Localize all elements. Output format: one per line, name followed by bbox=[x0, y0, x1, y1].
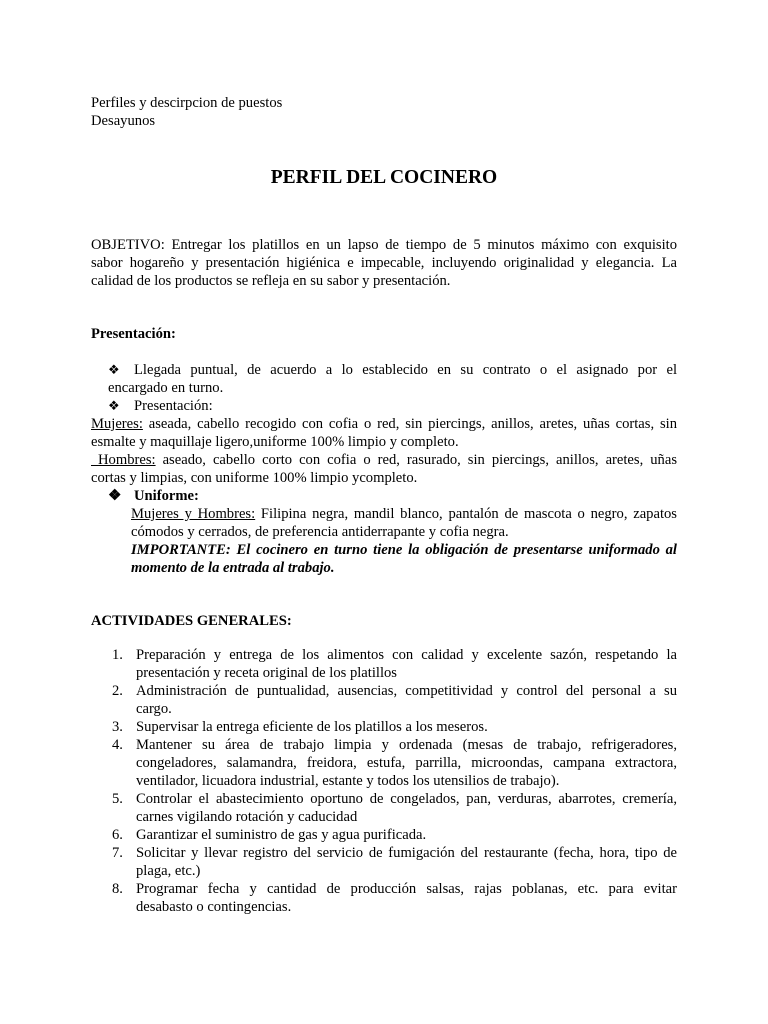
list-item-line: Supervisar la entrega eficiente de los platillos a los meseros. bbox=[136, 719, 488, 735]
header-line-1: Perfiles y descirpcion de puestos bbox=[91, 95, 283, 111]
list-item bbox=[91, 718, 677, 736]
important-line-2: momento de la entrada al trabajo. bbox=[131, 560, 335, 576]
list-item-line: Solicitar y llevar registro del servicio de fumigación del restaurante (fecha, hora, tipo de bbox=[136, 845, 677, 861]
list-item-line: congeladores, salamandra, freidora, estufa, parrilla, microondas, campana extractora, bbox=[136, 755, 677, 771]
uniform-description bbox=[131, 505, 677, 577]
list-item-line: Mantener su área de trabajo limpia y ordenada (mesas de trabajo, refrigeradores, bbox=[136, 737, 677, 753]
men-requirements bbox=[91, 451, 677, 487]
list-item bbox=[91, 646, 677, 682]
list-item-line: carnes vigilando rotación y caducidad bbox=[136, 809, 358, 825]
list-item bbox=[91, 790, 677, 826]
list-item-line: Programar fecha y cantidad de producción salsas, rajas poblanas, etc. para evitar bbox=[136, 881, 677, 897]
list-item bbox=[91, 682, 677, 718]
men-line-2: cortas y limpias, con uniforme 100% limpio ycompleto. bbox=[91, 470, 418, 486]
list-item-number: 2. bbox=[112, 683, 123, 699]
uniform-label: Uniforme: bbox=[134, 488, 199, 504]
header-line-2: Desayunos bbox=[91, 113, 156, 129]
women-label: Mujeres: bbox=[91, 416, 143, 432]
uniform-line-2: cómodos y cerrados, de preferencia antiderrapante y cofia negra. bbox=[131, 524, 509, 540]
list-item-line: Preparación y entrega de los alimentos con calidad y excelente sazón, respetando la bbox=[136, 647, 677, 663]
list-item-number: 6. bbox=[112, 827, 123, 843]
important-line-1: IMPORTANTE: El cocinero en turno tiene la obligación de presentarse uniformado al bbox=[131, 542, 677, 558]
page-title: PERFIL DEL COCINERO bbox=[270, 167, 498, 188]
list-item-line: Controlar el abastecimiento oportuno de congelados, pan, verduras, abarrotes, cremería, bbox=[136, 791, 677, 807]
presentation-item-label: Presentación: bbox=[134, 398, 213, 414]
diamond-bullet-icon: ❖ bbox=[108, 398, 120, 413]
list-item-line: ventilador, licuadora industrial, estante y todos los utensilios de trabajo). bbox=[136, 773, 560, 789]
presentation-heading: Presentación: bbox=[91, 326, 176, 342]
punctuality-line-1: Llegada puntual, de acuerdo a lo establecido en su contrato o el asignado por el bbox=[134, 362, 677, 378]
activities-heading: ACTIVIDADES GENERALES: bbox=[91, 613, 292, 629]
objective-paragraph bbox=[91, 236, 677, 290]
list-item-number: 4. bbox=[112, 737, 123, 753]
women-line-2: esmalte y maquillaje ligero,uniforme 100% limpio y completo. bbox=[91, 434, 459, 450]
objective-line-2: sabor hogareño y presentación higiénica e impecable, incluyendo originalidad y elegancia. La bbox=[91, 255, 677, 271]
women-requirements bbox=[91, 415, 677, 451]
diamond-bullet-icon: ❖ bbox=[108, 362, 120, 377]
list-item bbox=[91, 736, 677, 790]
list-item-number: 5. bbox=[112, 791, 123, 807]
list-item-number: 3. bbox=[112, 719, 123, 735]
men-label: Hombres: bbox=[91, 452, 156, 468]
list-item-line: desabasto o contingencias. bbox=[136, 899, 292, 915]
punctuality-line-2: encargado en turno. bbox=[108, 380, 224, 396]
objective-line-3: calidad de los productos se refleja en su sabor y presentación. bbox=[91, 273, 451, 289]
list-item-line: Administración de puntualidad, ausencias, competitividad y control del personal a su bbox=[136, 683, 677, 699]
list-item-line: plaga, etc.) bbox=[136, 863, 201, 879]
uniform-who-label: Mujeres y Hombres: bbox=[131, 506, 256, 522]
list-item-number: 7. bbox=[112, 845, 123, 861]
list-item-number: 1. bbox=[112, 647, 123, 663]
diamond-bullet-icon: ❖ bbox=[108, 488, 122, 504]
list-item-number: 8. bbox=[112, 881, 123, 897]
uniform-line-1: Filipina negra, mandil blanco, pantalón de mascota o negro, zapatos bbox=[255, 506, 677, 522]
activities-list bbox=[91, 646, 677, 916]
list-item bbox=[91, 844, 677, 880]
men-line-1: aseado, cabello corto con cofia o red, rasurado, sin piercings, anillos, aretes, uñas bbox=[155, 452, 677, 468]
list-item-line: presentación y receta original de los platillos bbox=[136, 665, 397, 681]
objective-line-1: OBJETIVO: Entregar los platillos en un lapso de tiempo de 5 minutos máximo con exquisito bbox=[91, 237, 677, 253]
document-header bbox=[91, 94, 677, 130]
list-item-line: Garantizar el suministro de gas y agua purificada. bbox=[136, 827, 427, 843]
women-line-1: aseada, cabello recogido con cofia o red, sin piercings, anillos, aretes, uñas cortas, sin bbox=[142, 416, 677, 432]
list-item bbox=[91, 826, 677, 844]
list-item-line: cargo. bbox=[136, 701, 172, 717]
list-item bbox=[91, 880, 677, 916]
